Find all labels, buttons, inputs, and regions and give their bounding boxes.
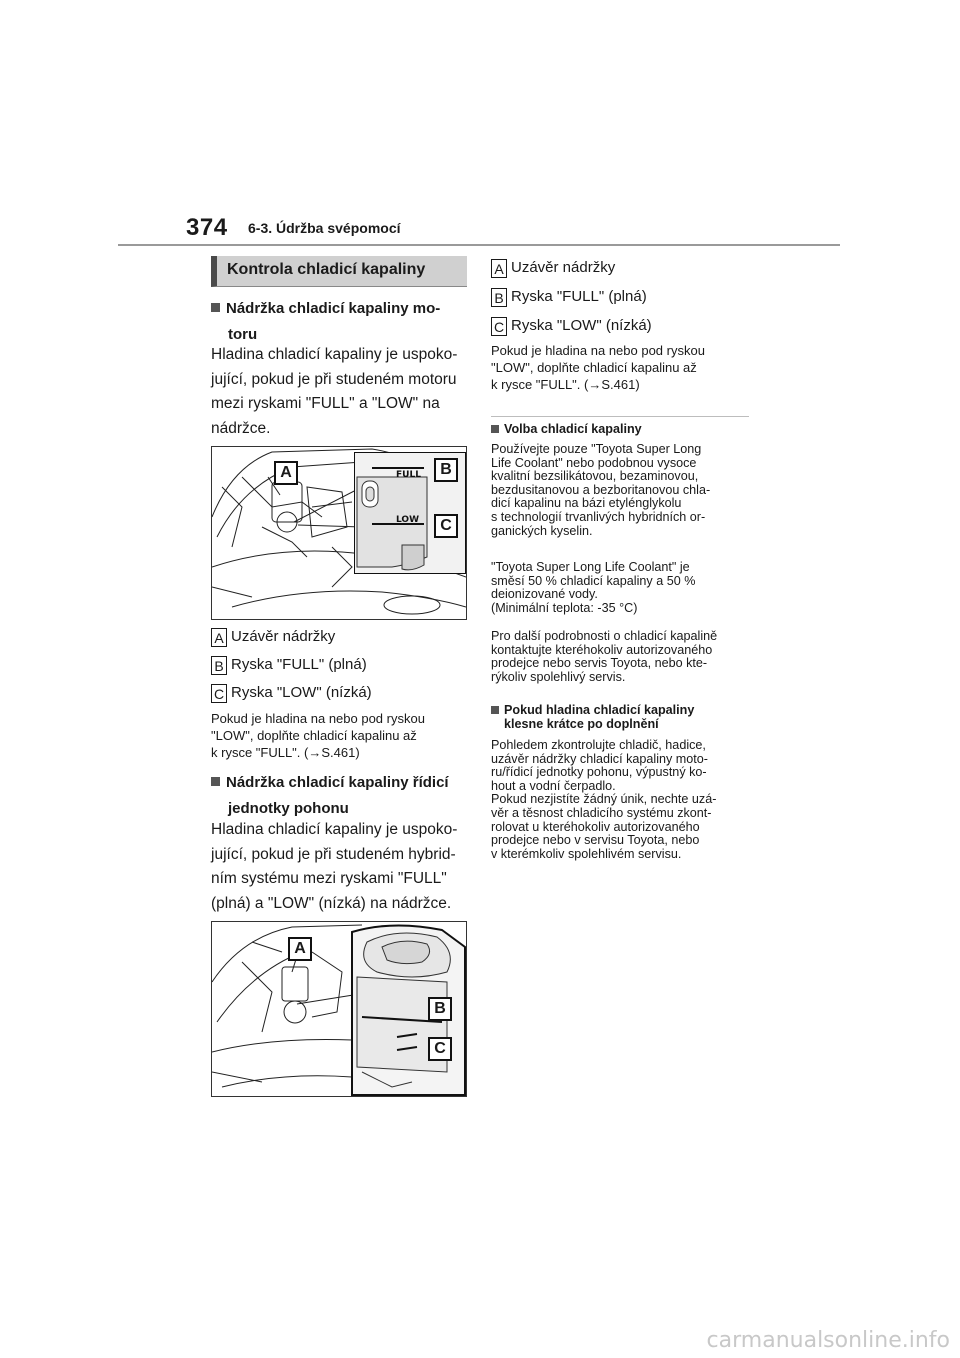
section-divider	[491, 416, 749, 417]
paragraph-coolant-details: Pro další podrobnosti o chladicí kapalině kontaktujte kteréhokoliv autorizovaného prodejce nebo servis Toyota, nebo kte- rýkoliv spolehlivý servis.	[491, 629, 718, 684]
figure-badge-c: C	[428, 1037, 452, 1061]
paragraph-leak-check: Pohledem zkontrolujte chladič, hadice, uzávěr nádržky chladicí kapaliny moto- ru/řídicí jednotky pohonu, výpustný ko- hout a vodní čerpadlo. Pokud nezjistíte žádný únik, nechte uzá- věr a těsnost chladicího systému zkont- rolovat u kteréhokoliv autorizovaného prodejce nebo v servisu Toyota, nebo v kterémkoliv spolehlivém servisu.	[491, 738, 717, 861]
figure-badge-b: B	[428, 997, 452, 1021]
paragraph-coolant-mix: "Toyota Super Long Life Coolant" je směsí 50 % chladicí kapaliny a 50 % deionizované vody. (Minimální teplota: -35 °C)	[491, 560, 696, 615]
paragraph-engine-level: Hladina chladicí kapaliny je uspoko- jující, pokud je při studeném motoru mezi ryskami "FULL" a "LOW" na nádržce.	[211, 346, 458, 437]
legend-item: C Ryska "LOW" (nízká)	[211, 683, 372, 703]
square-bullet-icon	[491, 425, 499, 433]
subheading-coolant-selection: Volba chladicí kapaliny	[491, 422, 642, 436]
figure-badge-b: B	[434, 458, 458, 482]
subheading-engine-reservoir: Nádržka chladicí kapaliny mo- toru	[211, 298, 440, 346]
paragraph-pcu-level: Hladina chladicí kapaliny je uspoko- jující, pokud je při studeném hybrid- ním systému mezi ryskami "FULL" (plná) a "LOW" (nízká) na nádržce.	[211, 821, 458, 912]
legend-badge-a: A	[491, 259, 507, 278]
subheading-level-drops: Pokud hladina chladicí kapaliny klesne krátce po doplnění	[491, 703, 694, 731]
subheading-pcu-reservoir: Nádržka chladicí kapaliny řídicí jednotky pohonu	[211, 772, 449, 820]
legend-badge-b: B	[491, 288, 507, 307]
engine-bay-drawing-1	[212, 447, 466, 619]
note-refill-1: Pokud je hladina na nebo pod ryskou "LOW", doplňte chladicí kapalinu až k rysce "FULL". (→S.461)	[211, 711, 425, 760]
gauge-full-label: FULL	[396, 470, 421, 480]
header-rule	[118, 244, 840, 246]
gauge-low-label: LOW	[396, 515, 419, 525]
section-heading: Kontrola chladicí kapaliny	[227, 261, 426, 278]
legend-item: C Ryska "LOW" (nízká)	[491, 316, 652, 336]
figure-badge-a: A	[288, 937, 312, 961]
engine-bay-illustration-1	[211, 446, 467, 620]
note-refill-2: Pokud je hladina na nebo pod ryskou "LOW", doplňte chladicí kapalinu až k rysce "FULL". (→S.461)	[491, 343, 705, 392]
legend-badge-c: C	[211, 684, 227, 703]
legend-item: A Uzávěr nádržky	[491, 258, 652, 278]
watermark: carmanualsonline.info	[706, 1328, 950, 1353]
legend-item: A Uzávěr nádržky	[211, 627, 372, 647]
legend-item: B Ryska "FULL" (plná)	[211, 655, 372, 675]
figure-badge-a: A	[274, 461, 298, 485]
legend-badge-c: C	[491, 317, 507, 336]
legend-item: B Ryska "FULL" (plná)	[491, 287, 652, 307]
square-bullet-icon	[211, 303, 220, 312]
page-number: 374	[186, 214, 228, 241]
legend-list-2	[491, 258, 652, 336]
square-bullet-icon	[491, 706, 499, 714]
section-title: 6-3. Údržba svépomocí	[248, 220, 401, 236]
square-bullet-icon	[211, 777, 220, 786]
figure-badge-c: C	[434, 514, 458, 538]
paragraph-coolant-type: Používejte pouze "Toyota Super Long Life Coolant" nebo podobnou vysoce kvalitní bezsilikátovou, bezaminovou, bezdusitanovou a bezboritanovou chla- dicí kapalinu na bázi etylénglykolu s technologií trvanlivých hybridních or- ganických kyselin.	[491, 442, 711, 538]
legend-list-1	[211, 627, 372, 703]
engine-bay-illustration-2	[211, 921, 467, 1097]
section-heading-box	[211, 256, 467, 287]
legend-badge-a: A	[211, 628, 227, 647]
legend-badge-b: B	[211, 656, 227, 675]
